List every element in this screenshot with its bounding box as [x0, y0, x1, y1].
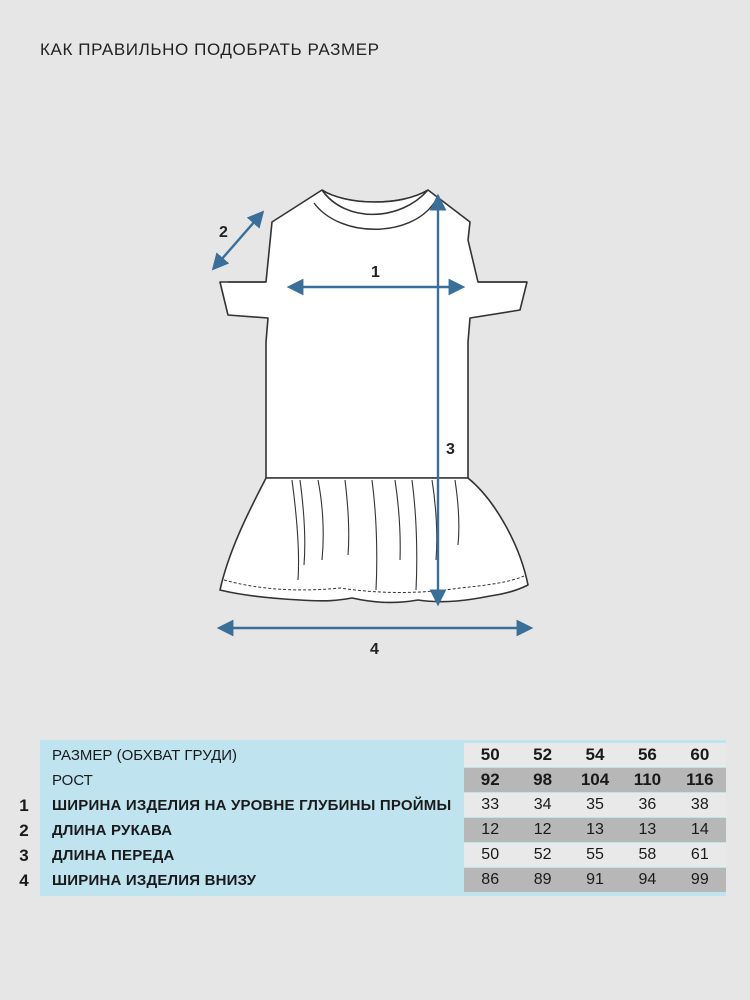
dress-outline	[220, 190, 528, 602]
cell: 50	[481, 846, 500, 863]
cell: 35	[586, 796, 604, 813]
cell: 12	[533, 821, 552, 838]
cell: 52	[533, 745, 553, 764]
table-row	[40, 818, 726, 842]
table-row	[40, 868, 726, 892]
row-label: ШИРИНА ИЗДЕЛИЯ НА УРОВНЕ ГЛУБИНЫ ПРОЙМЫ	[52, 796, 452, 814]
cell: 50	[480, 745, 500, 764]
cell: 38	[690, 796, 709, 813]
cell: 14	[690, 821, 709, 838]
cell: 36	[638, 796, 657, 813]
label-4: 4	[370, 641, 379, 658]
cell: 92	[480, 770, 500, 789]
table-row	[40, 768, 726, 792]
cell: 98	[533, 770, 553, 789]
cell: 34	[533, 796, 552, 813]
cell: 110	[633, 770, 662, 789]
cell: 99	[690, 871, 709, 888]
row-number: 4	[19, 871, 29, 890]
label-1: 1	[371, 264, 380, 281]
cell: 56	[637, 745, 657, 764]
cell: 104	[580, 770, 610, 789]
row-label: РОСТ	[52, 771, 93, 789]
row-values	[464, 793, 726, 817]
row-label: ШИРИНА ИЗДЕЛИЯ ВНИЗУ	[52, 871, 257, 889]
row-number: 2	[19, 821, 29, 840]
cell: 52	[533, 846, 552, 863]
table-row	[40, 843, 726, 867]
row-values	[464, 818, 726, 842]
row-number: 1	[19, 796, 29, 815]
cell: 55	[586, 846, 604, 863]
row-values	[464, 868, 726, 892]
cell: 13	[638, 821, 657, 838]
label-3: 3	[446, 441, 455, 458]
cell: 61	[690, 846, 709, 863]
cell: 13	[586, 821, 604, 838]
table-row	[40, 793, 726, 817]
table-row	[40, 743, 726, 767]
cell: 116	[686, 770, 714, 789]
row-values	[464, 743, 726, 767]
row-label: ДЛИНА ПЕРЕДА	[52, 846, 175, 864]
label-2: 2	[219, 224, 228, 241]
cell: 33	[481, 796, 500, 813]
cell: 58	[638, 846, 657, 863]
cell: 86	[481, 871, 500, 888]
cell: 12	[481, 821, 500, 838]
row-values	[464, 843, 726, 867]
cell: 91	[586, 871, 604, 888]
row-number: 3	[19, 846, 29, 865]
size-table	[40, 740, 726, 896]
page-title: КАК ПРАВИЛЬНО ПОДОБРАТЬ РАЗМЕР	[40, 40, 380, 59]
row-values	[464, 768, 726, 792]
cell: 60	[690, 745, 710, 764]
cell: 94	[638, 871, 657, 888]
cell: 54	[585, 745, 605, 764]
row-label: РАЗМЕР (ОБХВАТ ГРУДИ)	[52, 746, 238, 764]
row-label: ДЛИНА РУКАВА	[52, 821, 173, 839]
cell: 89	[533, 871, 552, 888]
